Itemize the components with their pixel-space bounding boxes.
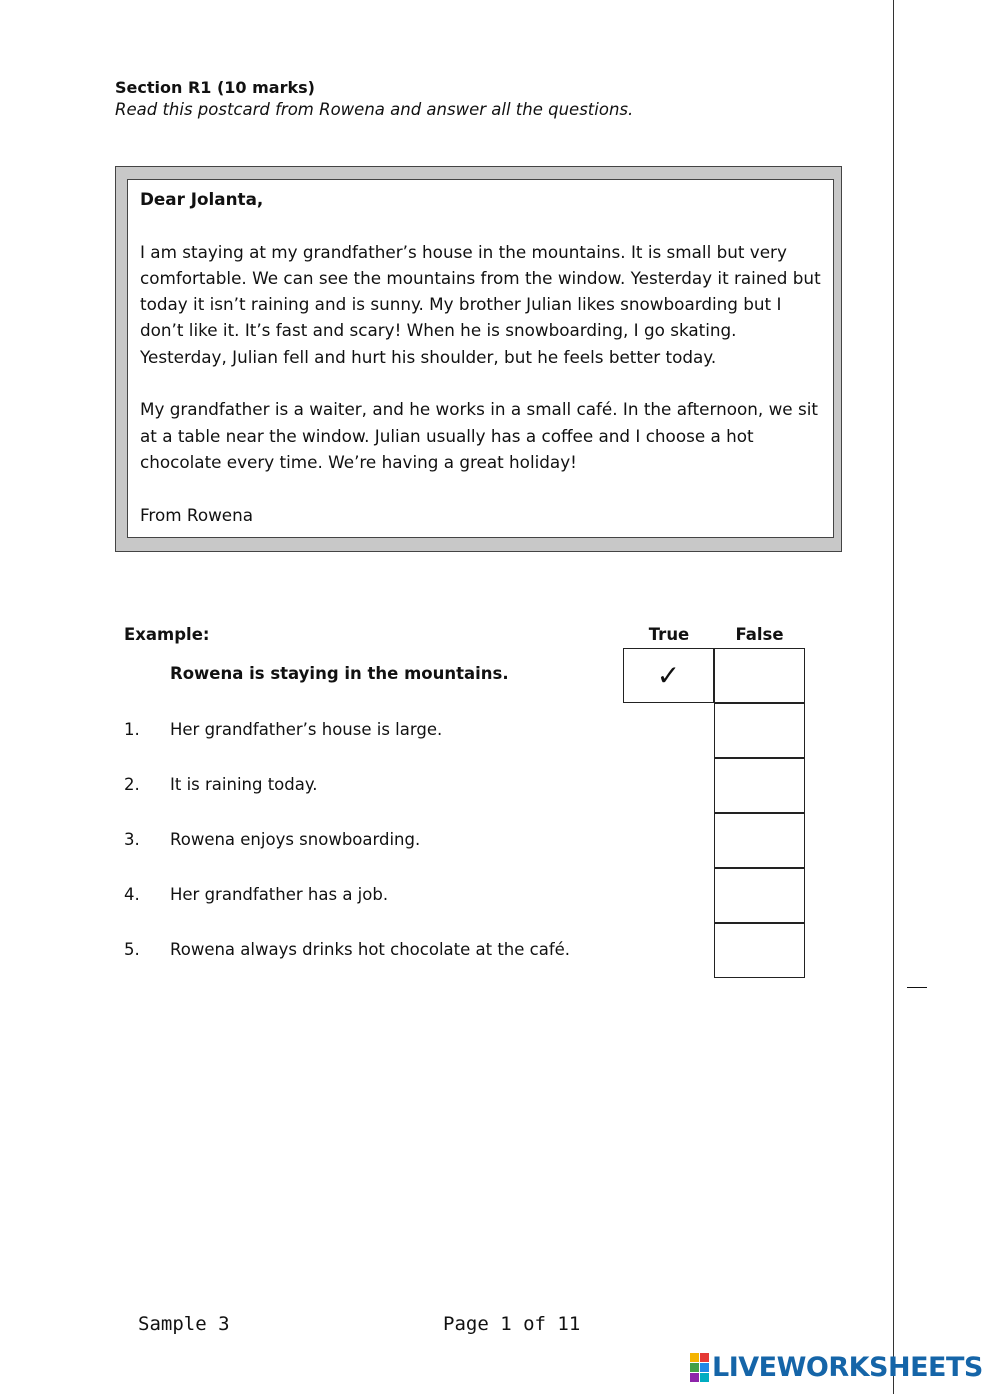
example-true-box bbox=[623, 648, 714, 703]
question-number: 2. bbox=[124, 775, 140, 794]
footer-sample: Sample 3 bbox=[138, 1313, 230, 1335]
question-text: It is raining today. bbox=[170, 775, 318, 794]
brand-name: LIVEWORKSHEETS bbox=[712, 1352, 983, 1383]
question-number: 4. bbox=[124, 885, 140, 904]
example-statement: Rowena is staying in the mountains. bbox=[170, 664, 509, 683]
margin-tick bbox=[907, 987, 927, 988]
example-false-box bbox=[714, 648, 805, 703]
answer-box-4[interactable] bbox=[714, 868, 805, 923]
section-title: Section R1 (10 marks) bbox=[115, 78, 315, 97]
question-number: 5. bbox=[124, 940, 140, 959]
checkmark-icon: ✓ bbox=[656, 659, 681, 692]
question-number: 3. bbox=[124, 830, 140, 849]
postcard-signoff: From Rowena bbox=[140, 504, 254, 525]
question-text: Rowena enjoys snowboarding. bbox=[170, 830, 421, 849]
postcard-greeting: Dear Jolanta, bbox=[140, 189, 264, 209]
postcard bbox=[127, 179, 834, 538]
column-header-false: False bbox=[735, 625, 784, 644]
answer-box-3[interactable] bbox=[714, 813, 805, 868]
postcard-paragraph-2: My grandfather is a waiter, and he works in a small café. In the afternoon, we sit at a table near the window. Julian usually has a coffee and I choose a hot chocolate every time. We’re having a great holiday! bbox=[140, 399, 818, 472]
instructions: Read this postcard from Rowena and answer all the questions. bbox=[115, 100, 634, 119]
liveworksheets-brand[interactable] bbox=[690, 1352, 983, 1383]
question-number: 1. bbox=[124, 720, 140, 739]
postcard-frame bbox=[115, 166, 842, 552]
answer-box-1[interactable] bbox=[714, 703, 805, 758]
question-text: Rowena always drinks hot chocolate at the café. bbox=[170, 940, 571, 959]
example-label: Example: bbox=[124, 625, 210, 644]
footer-page-number: Page 1 of 11 bbox=[443, 1313, 581, 1335]
answer-box-5[interactable] bbox=[714, 923, 805, 978]
postcard-paragraph-1: I am staying at my grandfather’s house in the mountains. It is small but very comfortable. We can see the mountains from the window. Yesterday it rained but today it isn’t raining and is sunny. My brother Julian likes snowboarding but I don’t like it. It’s fast and scary! When he is snowboarding, I go skating. Yesterday, Julian fell and hurt his shoulder, but he feels better today. bbox=[140, 241, 821, 367]
liveworksheets-logo-icon bbox=[690, 1353, 709, 1382]
answer-box-2[interactable] bbox=[714, 758, 805, 813]
column-header-true: True bbox=[648, 625, 690, 644]
question-text: Her grandfather has a job. bbox=[170, 885, 389, 904]
margin-line bbox=[893, 0, 894, 1394]
question-text: Her grandfather’s house is large. bbox=[170, 720, 443, 739]
